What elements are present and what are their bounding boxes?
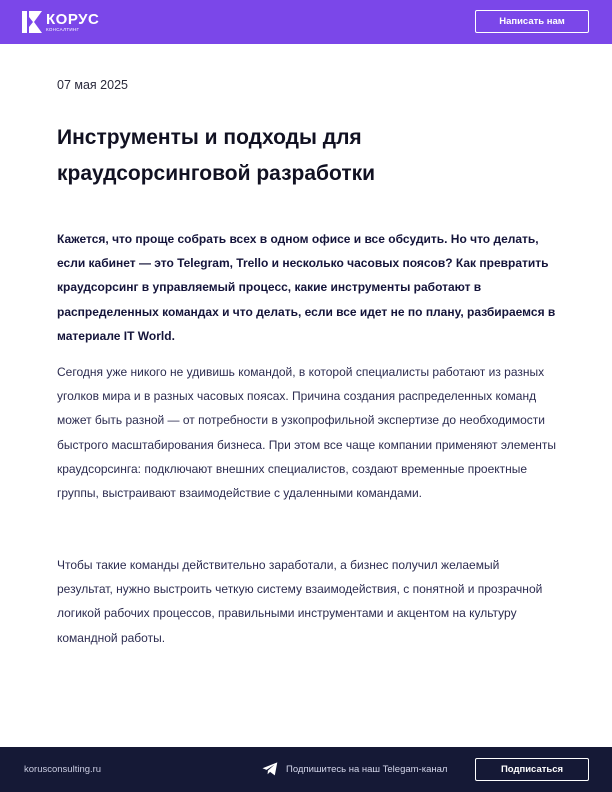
publication-date: 07 мая 2025 (57, 78, 128, 92)
subscribe-button[interactable]: Подписаться (475, 758, 589, 781)
logo-text (46, 12, 99, 33)
logo-mark-icon (22, 11, 42, 33)
logo-subtext: КОНСАЛТИНГ (46, 26, 80, 32)
telegram-subscribe-text[interactable]: Подпишитесь на наш Telegam-канал (286, 764, 448, 775)
article-title: Инструменты и подходы для краудсорсинговой разработки (57, 126, 376, 185)
site-link[interactable]: korusconsulting.ru (24, 764, 102, 775)
header-bar (0, 0, 612, 44)
article-lead: Кажется, что проще собрать всех в одном офисе и все обсудить. Но что делать, если кабинет — это Telegram, Trello и несколько часовых поясов? Как превратить краудсорсинг в управляемый процесс, какие инструменты работают в распределенных командах и что делать, если все идет не по плану, разбираемся в материале IT World. (57, 232, 556, 343)
company-logo[interactable] (22, 11, 99, 33)
write-us-button[interactable]: Написать нам (475, 10, 589, 33)
article-paragraph: Чтобы такие команды действительно заработали, а бизнес получил желаемый результат, нужно выстроить четкую систему взаимодействия, с понятной и прозрачной логикой рабочих процессов, правильными инструментами и акцентом на культуру командной работы. (57, 558, 543, 645)
logo-word: КОРУС (46, 10, 100, 28)
telegram-icon[interactable] (262, 762, 278, 776)
footer-bar (0, 747, 612, 792)
article-paragraph: Сегодня уже никого не удивишь командой, в которой специалисты работают из разных уголков мира и в разных часовых поясах. Причина создания распределенных команд может быть разной — от потребности в узкопрофильной экспертизе до необходимости быстрого масштабирования бизнеса. При этом все чаще компании применяют элементы краудсорсинга: подключают внешних специалистов, создают временные проектные группы, выстраивают взаимодействие с удаленными командами. (57, 365, 557, 501)
